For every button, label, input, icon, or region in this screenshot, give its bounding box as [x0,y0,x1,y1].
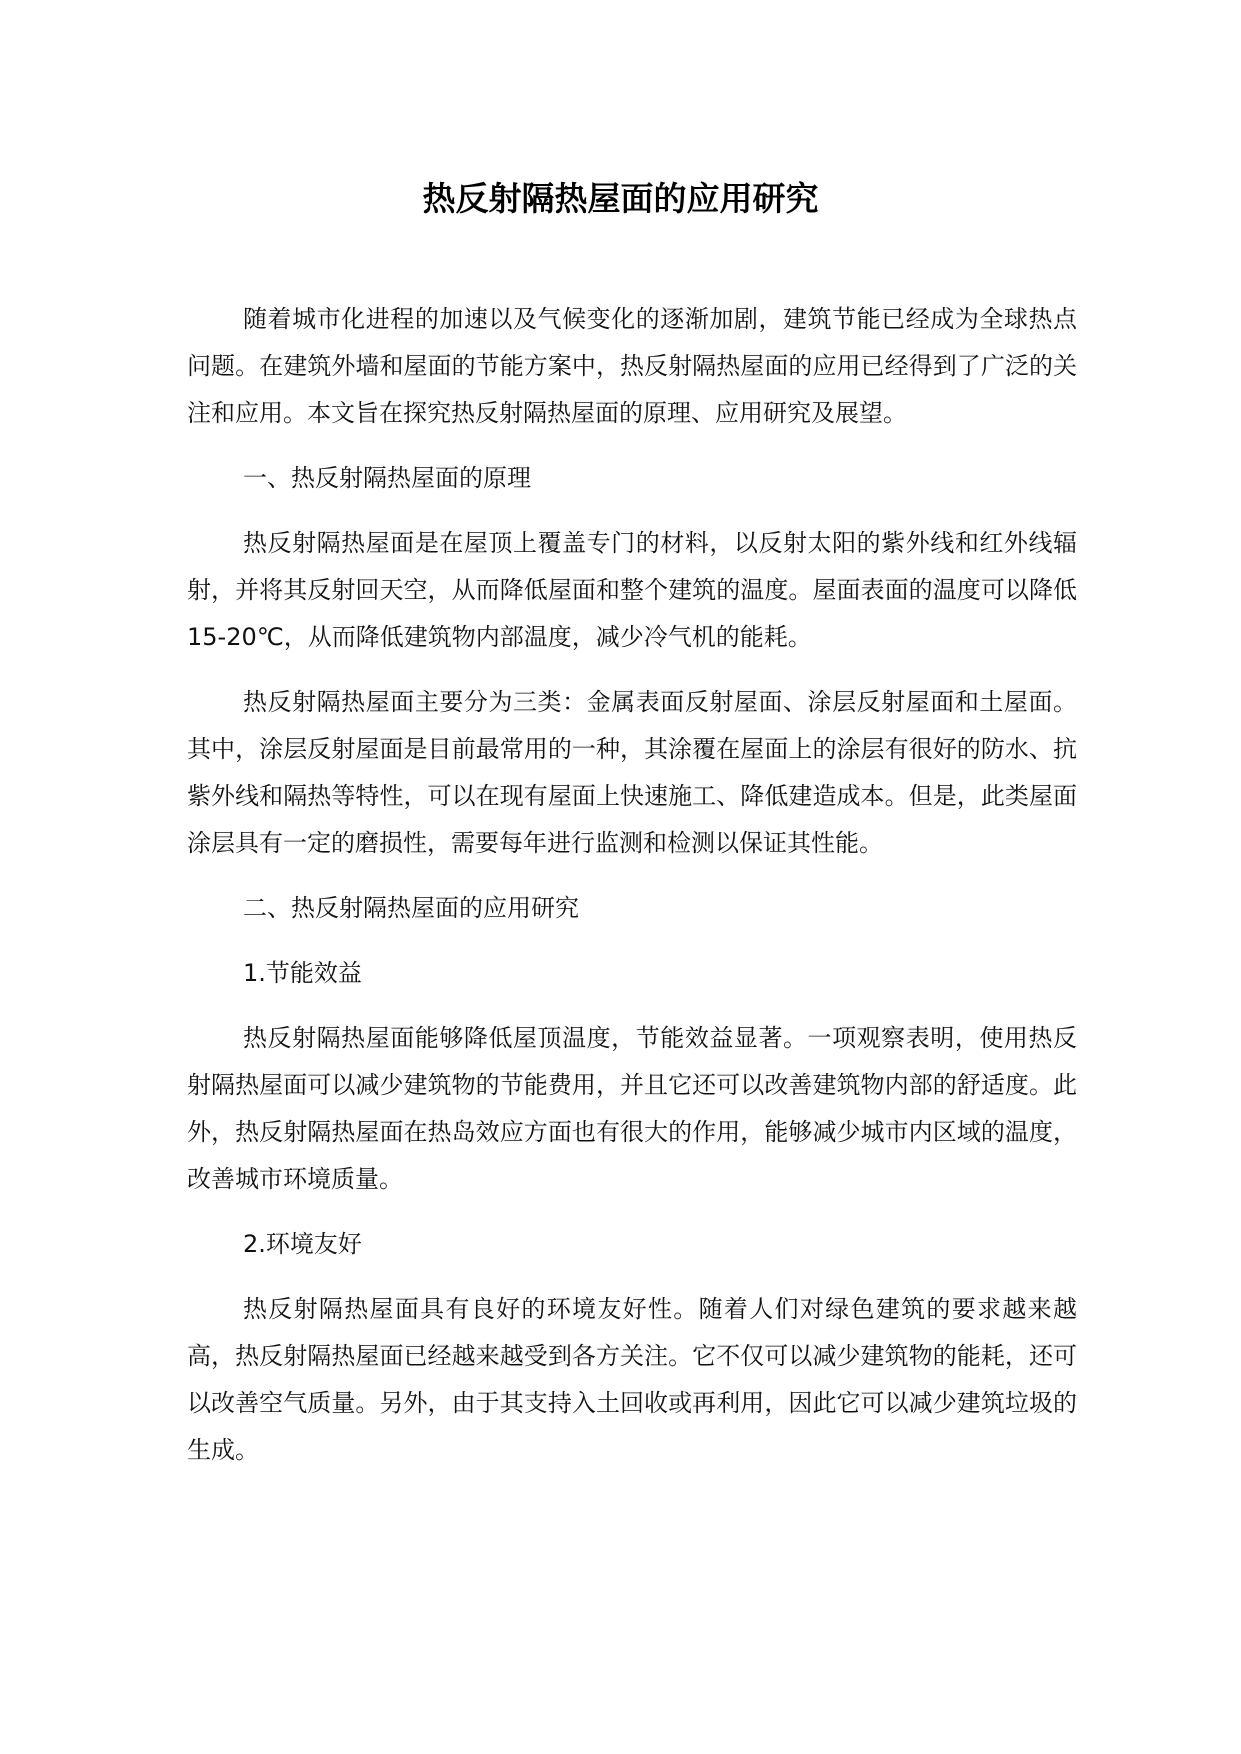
paragraph-intro: 随着城市化进程的加速以及气候变化的逐渐加剧，建筑节能已经成为全球热点问题。在建筑外墙和屋面的节能方案中，热反射隔热屋面的应用已经得到了广泛的关注和应用。本文旨在探究热反射隔热屋面的原理、应用研究及展望。 [187,305,1077,427]
section-heading-principle: 一、热反射隔热屋面的原理 [243,464,531,492]
paragraph-principle: 热反射隔热屋面是在屋顶上覆盖专门的材料，以反射太阳的紫外线和红外线辐射，并将其反射回天空，从而降低屋面和整个建筑的温度。屋面表面的温度可以降低 15-20℃，从而降低建筑物内部温度，减少冷气机的能耗。 [187,529,1077,651]
subheading-environment: 2.环境友好 [243,1230,362,1258]
section-heading-application: 二、热反射隔热屋面的应用研究 [243,894,579,922]
paragraph-energy-saving: 热反射隔热屋面能够降低屋顶温度，节能效益显著。一项观察表明，使用热反射隔热屋面可以减少建筑物的节能费用，并且它还可以改善建筑物内部的舒适度。此外，热反射隔热屋面在热岛效应方面也有很大的作用，能够减少城市内区域的温度，改善城市环境质量。 [187,1024,1077,1193]
paragraph-environment: 热反射隔热屋面具有良好的环境友好性。随着人们对绿色建筑的要求越来越高，热反射隔热屋面已经越来越受到各方关注。它不仅可以减少建筑物的能耗，还可以改善空气质量。另外，由于其支持入土回收或再利用，因此它可以减少建筑垃圾的生成。 [187,1295,1077,1464]
subheading-energy-saving: 1.节能效益 [243,959,362,987]
document-body [187,296,1077,1492]
document-title: 热反射隔热屋面的应用研究 [422,179,819,218]
paragraph-types: 热反射隔热屋面主要分为三类：金属表面反射屋面、涂层反射屋面和土屋面。其中，涂层反射屋面是目前最常用的一种，其涂覆在屋面上的涂层有很好的防水、抗紫外线和隔热等特性，可以在现有屋面上快速施工、降低建造成本。但是，此类屋面涂层具有一定的磨损性，需要每年进行监测和检测以保证其性能。 [187,688,1077,857]
